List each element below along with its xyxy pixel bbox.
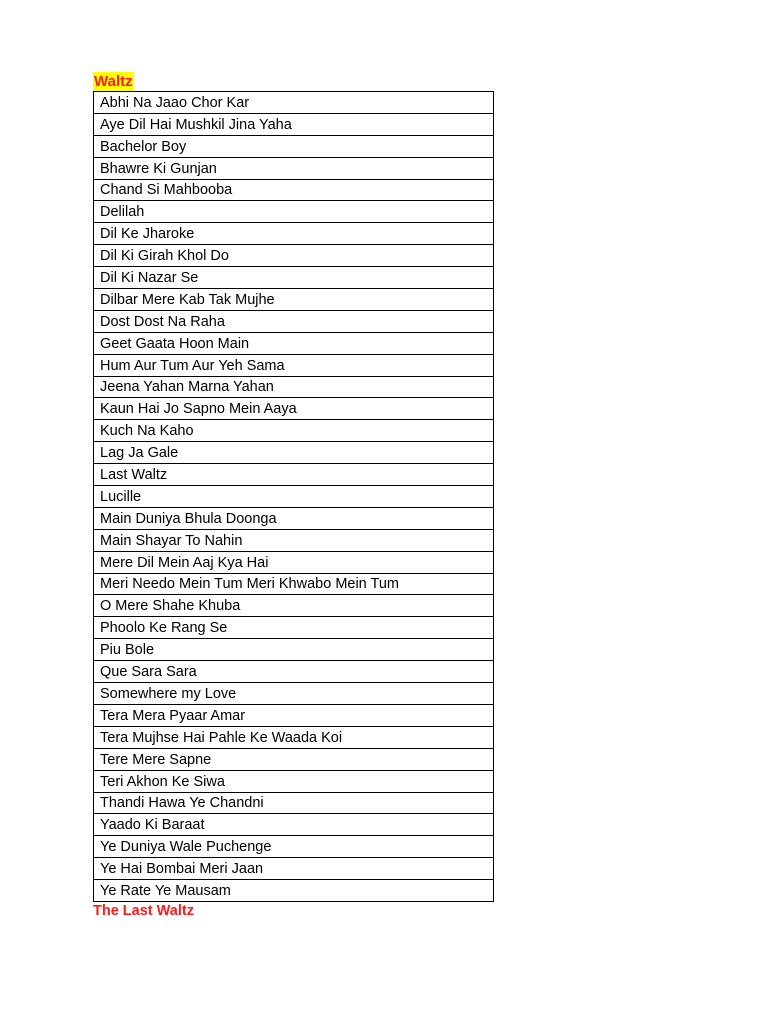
- song-title-cell: Dil Ki Girah Khol Do: [94, 245, 494, 267]
- table-row: [94, 661, 494, 683]
- table-row: [94, 113, 494, 135]
- table-row: [94, 289, 494, 311]
- table-row: [94, 748, 494, 770]
- song-title-cell: Geet Gaata Hoon Main: [94, 332, 494, 354]
- song-title-cell: Piu Bole: [94, 639, 494, 661]
- table-row: [94, 595, 494, 617]
- table-row: [94, 354, 494, 376]
- table-row: [94, 814, 494, 836]
- table-row: [94, 135, 494, 157]
- song-title-cell: Chand Si Mahbooba: [94, 179, 494, 201]
- table-row: [94, 573, 494, 595]
- song-title-cell: Main Shayar To Nahin: [94, 529, 494, 551]
- song-title-cell: Kuch Na Kaho: [94, 420, 494, 442]
- table-row: [94, 551, 494, 573]
- song-title-cell: Bhawre Ki Gunjan: [94, 157, 494, 179]
- song-title-cell: O Mere Shahe Khuba: [94, 595, 494, 617]
- table-row: [94, 529, 494, 551]
- song-list: [94, 92, 494, 902]
- table-row: [94, 880, 494, 902]
- song-title-cell: Abhi Na Jaao Chor Kar: [94, 92, 494, 114]
- table-row: [94, 92, 494, 114]
- table-row: [94, 267, 494, 289]
- song-title-cell: Bachelor Boy: [94, 135, 494, 157]
- song-title-cell: Teri Akhon Ke Siwa: [94, 770, 494, 792]
- song-title-cell: Yaado Ki Baraat: [94, 814, 494, 836]
- table-row: [94, 617, 494, 639]
- song-title-cell: Kaun Hai Jo Sapno Mein Aaya: [94, 398, 494, 420]
- song-title-cell: Hum Aur Tum Aur Yeh Sama: [94, 354, 494, 376]
- section-heading: Waltz: [94, 73, 133, 90]
- table-row: [94, 376, 494, 398]
- song-title-cell: Dil Ki Nazar Se: [94, 267, 494, 289]
- table-row: [94, 792, 494, 814]
- table-row: [94, 157, 494, 179]
- song-title-cell: Meri Needo Mein Tum Meri Khwabo Mein Tum: [94, 573, 494, 595]
- table-row: [94, 507, 494, 529]
- song-title-cell: Lag Ja Gale: [94, 442, 494, 464]
- song-title-cell: Delilah: [94, 201, 494, 223]
- table-row: [94, 223, 494, 245]
- song-title-cell: Thandi Hawa Ye Chandni: [94, 792, 494, 814]
- song-title-cell: Ye Rate Ye Mausam: [94, 880, 494, 902]
- song-title-cell: Que Sara Sara: [94, 661, 494, 683]
- song-title-cell: Dil Ke Jharoke: [94, 223, 494, 245]
- song-table: [93, 91, 494, 902]
- table-row: [94, 398, 494, 420]
- table-row: [94, 726, 494, 748]
- song-title-cell: Lucille: [94, 486, 494, 508]
- table-row: [94, 442, 494, 464]
- song-title-cell: Somewhere my Love: [94, 683, 494, 705]
- table-row: [94, 420, 494, 442]
- table-row: [94, 836, 494, 858]
- song-title-cell: Aye Dil Hai Mushkil Jina Yaha: [94, 113, 494, 135]
- song-title-cell: Ye Hai Bombai Meri Jaan: [94, 858, 494, 880]
- table-row: [94, 464, 494, 486]
- table-row: [94, 704, 494, 726]
- table-row: [94, 332, 494, 354]
- song-title-cell: Main Duniya Bhula Doonga: [94, 507, 494, 529]
- song-title-cell: Ye Duniya Wale Puchenge: [94, 836, 494, 858]
- song-title-cell: Tere Mere Sapne: [94, 748, 494, 770]
- table-row: [94, 639, 494, 661]
- table-row: [94, 201, 494, 223]
- song-title-cell: Dost Dost Na Raha: [94, 310, 494, 332]
- song-title-cell: Phoolo Ke Rang Se: [94, 617, 494, 639]
- table-row: [94, 179, 494, 201]
- song-title-cell: Dilbar Mere Kab Tak Mujhe: [94, 289, 494, 311]
- table-row: [94, 310, 494, 332]
- song-title-cell: Jeena Yahan Marna Yahan: [94, 376, 494, 398]
- song-title-cell: Last Waltz: [94, 464, 494, 486]
- table-row: [94, 486, 494, 508]
- song-title-cell: Tera Mujhse Hai Pahle Ke Waada Koi: [94, 726, 494, 748]
- table-row: [94, 683, 494, 705]
- song-title-cell: Mere Dil Mein Aaj Kya Hai: [94, 551, 494, 573]
- table-row: [94, 858, 494, 880]
- song-title-cell: Tera Mera Pyaar Amar: [94, 704, 494, 726]
- table-row: [94, 245, 494, 267]
- footer-heading: The Last Waltz: [93, 903, 194, 919]
- table-row: [94, 770, 494, 792]
